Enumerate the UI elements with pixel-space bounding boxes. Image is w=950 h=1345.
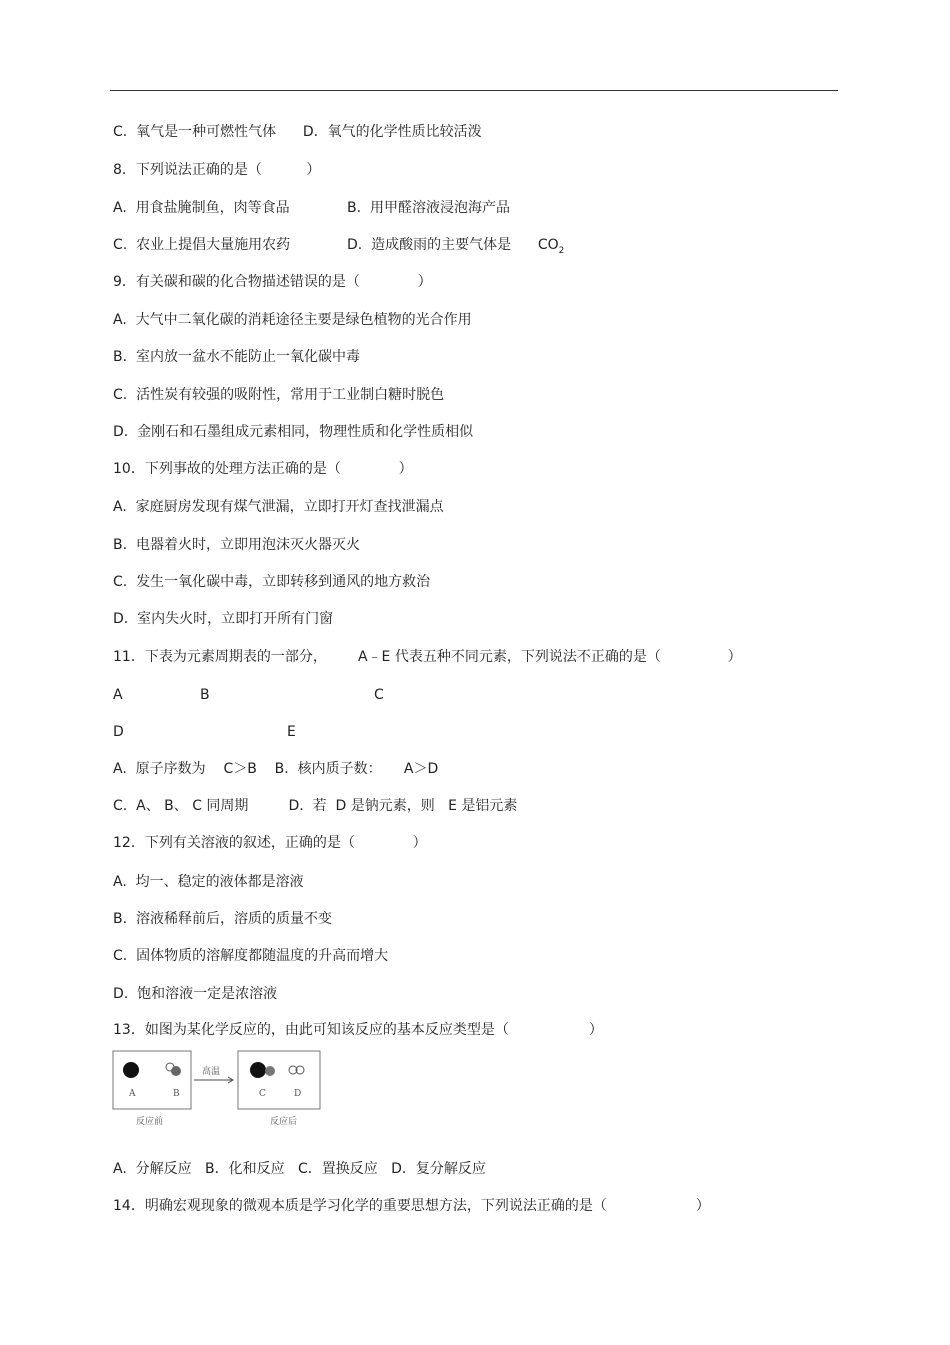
question-12: 12．下列有关溶液的叙述，正确的是（ ）	[113, 835, 427, 851]
option-10b: B. 电器着火时，立即用泡沫灭火器灭火	[113, 537, 360, 553]
table-cell-e: E	[287, 724, 296, 740]
option-12b: B. 溶液稀释前后，溶质的质量不变	[113, 911, 332, 927]
option-7c-7d: C. 氧气是一种可燃性气体 D．氧气的化学性质比较活泼	[113, 124, 482, 140]
option-9a: A. 大气中二氧化碳的消耗途径主要是绿色植物的光合作用	[113, 312, 472, 328]
atom-b-gray-icon	[171, 1066, 181, 1076]
question-10: 10．下列事故的处理方法正确的是（ ）	[113, 461, 413, 477]
diagram-label-c: C	[259, 1089, 266, 1099]
before-box	[113, 1051, 191, 1109]
option-13: A. 分解反应 B．化和反应 C．置换反应 D．复分解反应	[113, 1161, 486, 1177]
table-cell-b: B	[200, 687, 210, 703]
question-11: 11．下表为元素周期表的一部分， A﹣E 代表五种不同元素，下列说法不正确的是（ ）	[113, 649, 742, 665]
option-12c: C. 固体物质的溶解度都随温度的升高而增大	[113, 948, 389, 964]
option-8d	[347, 236, 564, 260]
diagram-label-b: B	[173, 1089, 180, 1099]
option-12d: D. 饱和溶液一定是浓溶液	[113, 986, 278, 1002]
question-14: 14．明确宏观现象的微观本质是学习化学的重要思想方法，下列说法正确的是（ ）	[113, 1198, 710, 1214]
option-8d-text: D. 造成酸雨的主要气体是 CO	[347, 237, 559, 253]
atom-c-black-icon	[250, 1062, 266, 1078]
reaction-condition: 高温	[202, 1067, 221, 1077]
table-cell-d: D	[113, 724, 124, 740]
option-10a: A. 家庭厨房发现有煤气泄漏，立即打开灯查找泄漏点	[113, 499, 444, 515]
diagram-label-d: D	[294, 1089, 302, 1099]
after-box	[238, 1051, 320, 1109]
question-9: 9．有关碳和碳的化合物描述错误的是（ ）	[113, 274, 432, 290]
option-11cd: C. A、 B、 C 同周期 D. 若 D 是钠元素，则 E 是铝元素	[113, 798, 518, 814]
option-9b: B. 室内放一盆水不能防止一氧化碳中毒	[113, 349, 360, 365]
option-9d: D. 金刚石和石墨组成元素相同，物理性质和化学性质相似	[113, 424, 474, 440]
option-12a: A. 均一、稳定的液体都是溶液	[113, 874, 304, 890]
question-8: 8．下列说法正确的是（ ）	[113, 162, 321, 178]
option-8a: A. 用食盐腌制鱼，肉等食品	[113, 200, 290, 216]
table-cell-c: C	[374, 687, 384, 703]
diagram-label-after: 反应后	[270, 1117, 298, 1127]
diagram-label-before: 反应前	[136, 1117, 164, 1127]
atom-a-icon	[123, 1062, 139, 1078]
option-11ab: A. 原子序数为 C＞B B. 核内质子数： A＞D	[113, 761, 439, 777]
option-8c: C. 农业上提倡大量施用农药	[113, 237, 291, 253]
option-9c: C. 活性炭有较强的吸附性，常用于工业制白糖时脱色	[113, 387, 445, 403]
table-cell-a: A	[113, 687, 123, 703]
option-10c: C. 发生一氧化碳中毒，立即转移到通风的地方救治	[113, 574, 431, 590]
co-subscript: 2	[558, 245, 565, 256]
question-13: 13．如图为某化学反应的，由此可知该反应的基本反应类型是（ ）	[113, 1022, 603, 1038]
option-8b: B. 用甲醛溶液浸泡海产品	[347, 200, 510, 216]
diagram-label-a: A	[129, 1089, 136, 1099]
header-rule	[110, 90, 838, 91]
option-10d: D. 室内失火时，立即打开所有门窗	[113, 611, 334, 627]
atom-c-gray-icon	[265, 1066, 275, 1076]
reaction-diagram	[112, 1050, 322, 1128]
